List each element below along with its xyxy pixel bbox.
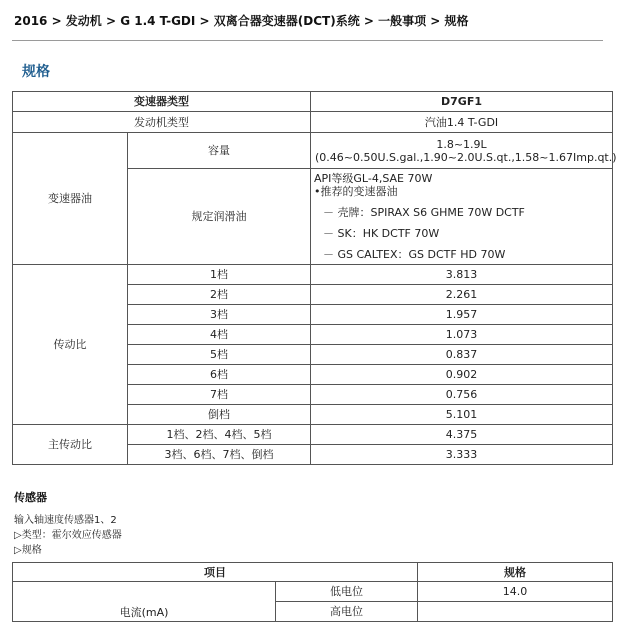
section-title: 规格 [22,64,50,80]
gear-ratio-value: 0.756 [311,385,613,405]
gear-label: 倒档 [128,405,311,425]
lubricant-value [311,169,613,265]
table-row [13,112,613,133]
spec-table [12,91,617,465]
sensor-section-title: 传感器 [14,491,47,504]
gear-ratio-value: 0.902 [311,365,613,385]
sensor-type: ▷类型：霍尔效应传感器 [14,530,122,541]
gear-label: 5档 [128,345,311,365]
capacity-value [311,133,617,169]
header-divider [12,40,603,41]
current-label: 电流(mA) [13,582,276,622]
final-drive-label: 主传动比 [13,425,128,465]
sensor-spec-table [12,562,613,622]
gear-ratio-label: 传动比 [13,265,128,425]
transmission-type-value: D7GF1 [311,92,613,112]
low-level-value: 14.0 [418,582,613,602]
lubricant-line-2: •推荐的变速器油 [314,185,398,198]
oil-label: 变速器油 [13,133,128,265]
gear-label: 4档 [128,325,311,345]
lubricant-item: － 壳牌：SPIRAX S6 GHME 70W DCTF [323,206,525,219]
col-item-header: 项目 [13,563,418,582]
lubricant-label: 规定润滑油 [128,169,311,265]
high-level-label: 高电位 [276,602,418,622]
table-row [13,133,613,169]
capacity-line-1: 1.8~1.9L [436,137,487,151]
final-drive-gears: 1档、2档、4档、5档 [128,425,311,445]
gear-ratio-value: 3.813 [311,265,613,285]
low-level-label: 低电位 [276,582,418,602]
col-spec-header: 规格 [418,563,613,582]
gear-label: 2档 [128,285,311,305]
gear-ratio-value: 0.837 [311,345,613,365]
gear-ratio-value: 1.957 [311,305,613,325]
final-drive-value: 3.333 [311,445,613,465]
capacity-line-2: (0.46~0.50U.S.gal.,1.90~2.0U.S.qt.,1.58~1.67Imp.qt.) [315,150,617,164]
high-level-value [418,602,613,622]
table-row [13,425,613,445]
final-drive-gears: 3档、6档、7档、倒档 [128,445,311,465]
gear-label: 6档 [128,365,311,385]
capacity-label: 容量 [128,133,311,169]
transmission-type-label: 变速器类型 [13,92,311,112]
gear-ratio-value: 5.101 [311,405,613,425]
table-row [13,265,613,285]
gear-label: 3档 [128,305,311,325]
table-header-row [13,92,613,112]
gear-ratio-value: 2.261 [311,285,613,305]
table-row [13,582,613,602]
sensor-spec-label: ▷规格 [14,545,42,556]
gear-ratio-value: 1.073 [311,325,613,345]
gear-label: 1档 [128,265,311,285]
lubricant-item: － GS CALTEX：GS DCTF HD 70W [323,248,506,261]
final-drive-value: 4.375 [311,425,613,445]
gear-label: 7档 [128,385,311,405]
table-header-row [13,563,613,582]
engine-type-value: 汽油1.4 T-GDI [311,112,613,133]
lubricant-item: － SK：HK DCTF 70W [323,227,440,240]
engine-type-label: 发动机类型 [13,112,311,133]
breadcrumb: 2016 > 发动机 > G 1.4 T-GDI > 双离合器变速器(DCT)系统 > 一般事项 > 规格 [14,14,469,28]
sensor-name: 输入轴速度传感器1、2 [14,515,117,526]
lubricant-line-1: API等级GL-4,SAE 70W [314,172,433,185]
